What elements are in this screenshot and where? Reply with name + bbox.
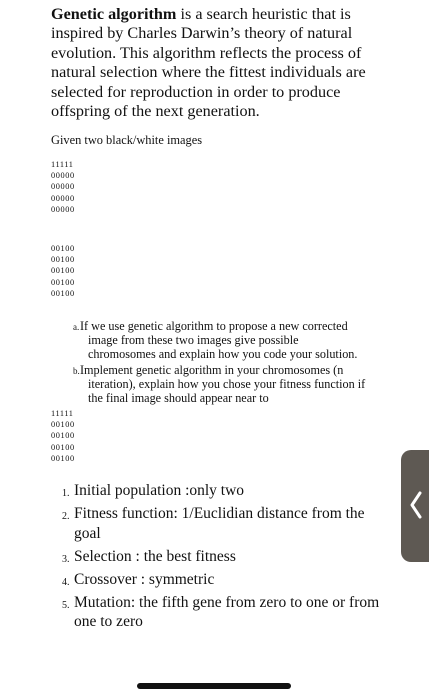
given-statement: Given two black/white images <box>51 133 203 147</box>
answer-text: Initial population :only two <box>74 482 245 499</box>
image-3-matrix <box>51 408 75 464</box>
image-2-row: 00100 <box>51 266 75 276</box>
answer-item <box>62 481 382 501</box>
intro-text: is a search heuristic that is inspired by Charles Darwin’s theory of natural evolution. This algorithm reflects the process of natural selection where the fittest individuals are selected for reproduction in order to produce offspring of the next generation. <box>51 5 366 121</box>
image-2-matrix <box>51 243 75 299</box>
home-indicator[interactable] <box>137 683 291 689</box>
answer-item <box>62 504 382 543</box>
question-line: chromosomes and explain how you code your solution. <box>88 347 358 362</box>
image-3-row: 00100 <box>51 431 75 441</box>
question-line: If we use genetic algorithm to propose a new corrected <box>80 319 348 333</box>
answer-number: 3. <box>62 553 70 565</box>
question-line: the final image should appear near to <box>88 391 269 406</box>
answer-list <box>62 481 382 635</box>
image-3-row: 00100 <box>51 453 75 463</box>
image-1-row: 11111 <box>51 160 74 169</box>
answer-number: 4. <box>62 576 70 588</box>
chevron-left-icon <box>409 490 423 520</box>
question-line: iteration), explain how you chose your fitness function if <box>88 376 366 391</box>
image-2-row: 00100 <box>51 288 75 298</box>
question-marker: a. <box>73 322 80 332</box>
image-1-row: 00000 <box>51 182 75 192</box>
image-2-row: 00100 <box>51 255 75 265</box>
answer-text: Mutation: the fifth gene from zero to one or from one to zero <box>74 593 380 630</box>
question-line: image from these two images give possible <box>88 333 299 348</box>
side-panel-handle[interactable] <box>401 450 429 562</box>
image-1-matrix <box>51 159 75 215</box>
intro-paragraph <box>51 5 381 121</box>
answer-item <box>62 593 382 632</box>
image-3-row: 00100 <box>51 420 75 430</box>
image-2-row: 00100 <box>51 244 75 253</box>
question-line: Implement genetic algorithm in your chromosomes (n <box>80 362 344 377</box>
answer-number: 5. <box>62 599 70 611</box>
question-a <box>73 319 380 362</box>
answer-item <box>62 547 382 567</box>
answer-number: 1. <box>62 488 70 499</box>
question-list <box>73 319 380 406</box>
answer-item <box>62 570 382 590</box>
intro-term: Genetic algorithm <box>51 5 177 23</box>
image-1-row: 00000 <box>51 204 75 214</box>
question-b <box>73 362 380 406</box>
answer-text: Fitness function: 1/Euclidian distance from the goal <box>74 505 365 542</box>
answer-text: Selection : the best fitness <box>74 547 236 565</box>
image-1-row: 00000 <box>51 193 75 203</box>
answer-text: Crossover : symmetric <box>74 570 215 588</box>
image-3-row: 11111 <box>51 409 74 418</box>
image-2-row: 00100 <box>51 277 75 287</box>
image-3-row: 00100 <box>51 442 75 452</box>
image-1-row: 00000 <box>51 171 75 181</box>
question-marker: b. <box>73 365 80 376</box>
answer-number: 2. <box>62 511 70 522</box>
